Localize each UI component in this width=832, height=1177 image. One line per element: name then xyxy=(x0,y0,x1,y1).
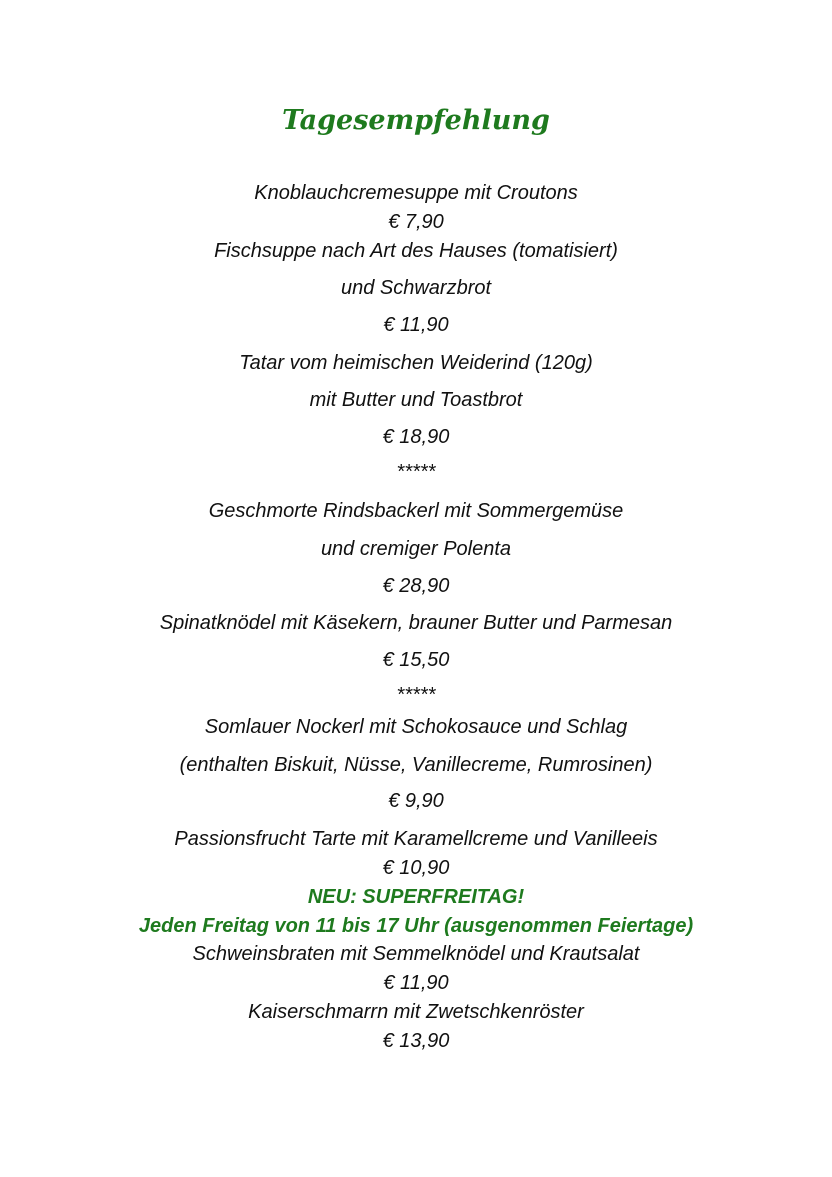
separator-2: ***** xyxy=(396,684,436,706)
page-title: Tagesempfehlung xyxy=(282,105,550,136)
menu-line-tarte: Passionsfrucht Tarte mit Karamellcreme und Vanilleeis xyxy=(174,828,658,850)
price-somlauer: € 9,90 xyxy=(388,790,444,812)
menu-line-rindsbackerl: Geschmorte Rindsbackerl mit Sommergemüse xyxy=(208,500,624,522)
price-rindsbackerl: € 28,90 xyxy=(382,575,450,597)
menu-line-kaiserschmarrn: Kaiserschmarrn mit Zwetschkenröster xyxy=(248,1001,584,1023)
menu-line-spinatknoedel: Spinatknödel mit Käsekern, brauner Butter und Parmesan xyxy=(159,612,673,634)
menu-line-rindsbackerl-cont: und cremiger Polenta xyxy=(320,538,512,560)
superfreitag-heading: NEU: SUPERFREITAG! xyxy=(307,886,525,908)
menu-line-schweinsbraten: Schweinsbraten mit Semmelknödel und Krautsalat xyxy=(192,943,640,965)
price-kaiserschmarrn: € 13,90 xyxy=(382,1030,450,1052)
menu-line-somlauer-cont: (enthalten Biskuit, Nüsse, Vanillecreme, Rumrosinen) xyxy=(179,754,653,776)
price-spinatknoedel: € 15,50 xyxy=(382,649,450,671)
superfreitag-info: Jeden Freitag von 11 bis 17 Uhr (ausgenommen Feiertage) xyxy=(138,915,694,937)
menu-line-tatar-cont: mit Butter und Toastbrot xyxy=(309,389,523,411)
price-soup-2: € 11,90 xyxy=(383,314,449,336)
menu-line-tatar: Tatar vom heimischen Weiderind (120g) xyxy=(239,352,593,374)
price-tarte: € 10,90 xyxy=(382,857,450,879)
separator-1: ***** xyxy=(396,461,436,483)
price-soup-1: € 7,90 xyxy=(388,211,444,233)
price-schweinsbraten: € 11,90 xyxy=(383,972,449,994)
price-tatar: € 18,90 xyxy=(382,426,450,448)
menu-line-soup-2-cont: und Schwarzbrot xyxy=(340,277,492,299)
menu-line-soup-2: Fischsuppe nach Art des Hauses (tomatisiert) xyxy=(214,240,618,262)
menu-line-somlauer: Somlauer Nockerl mit Schokosauce und Schlag xyxy=(204,716,628,738)
menu-line-soup-1: Knoblauchcremesuppe mit Croutons xyxy=(254,182,578,204)
